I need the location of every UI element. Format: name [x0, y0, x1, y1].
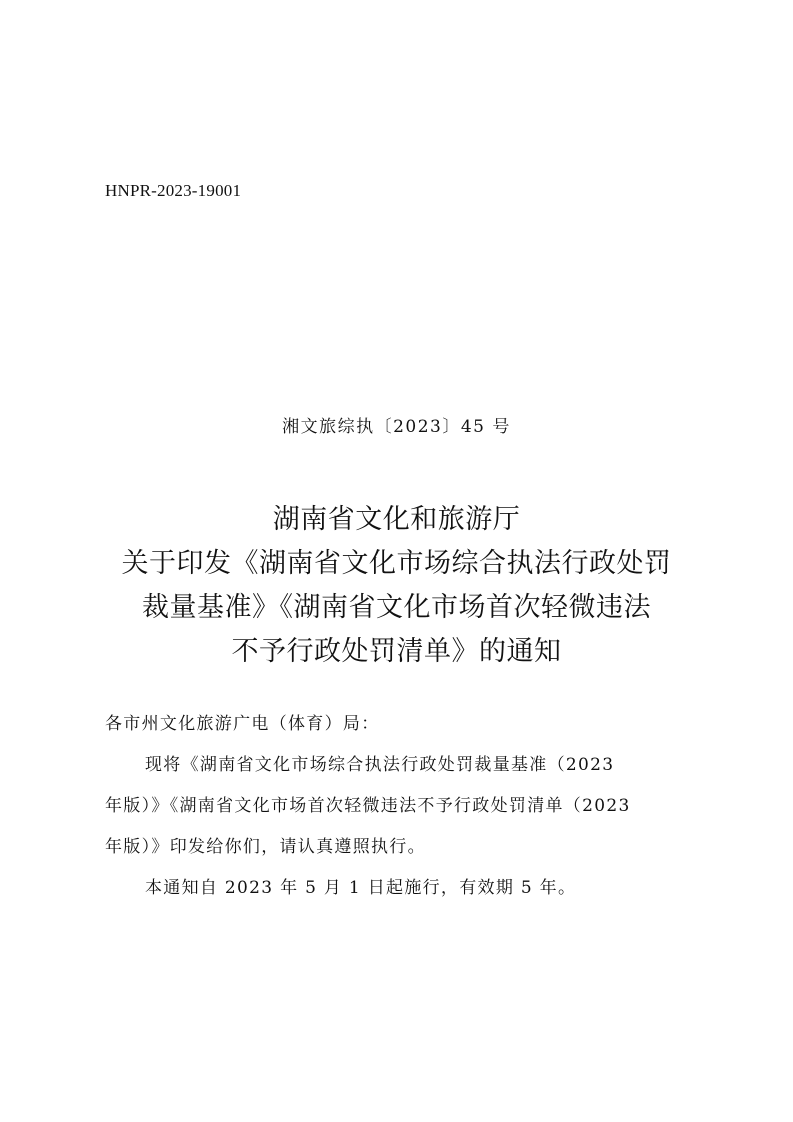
title-line: 不予行政处罚清单》的通知: [231, 636, 562, 667]
notice-title: [0, 498, 793, 674]
paragraph-line: 现将《湖南省文化市场综合执法行政处罚裁量基准（2023: [145, 755, 615, 775]
issue-number: 湘文旅综执〔2023〕45 号: [282, 417, 511, 437]
notice-body: [105, 704, 690, 909]
normative-document-number: HNPR-2023-19001: [105, 181, 242, 200]
effective-date-paragraph: 本通知自 2023 年 5 月 1 日起施行，有效期 5 年。: [145, 878, 577, 898]
title-line: 裁量基准》《湖南省文化市场首次轻微违法: [142, 592, 651, 623]
addressee: 各市州文化旅游广电（体育）局：: [105, 714, 380, 734]
paragraph-line: 年版）》《湖南省文化市场首次轻微违法不予行政处罚清单（2023: [105, 796, 631, 816]
paragraph-line: 年版）》印发给你们，请认真遵照执行。: [105, 837, 426, 857]
title-line: 关于印发《湖南省文化市场综合执法行政处罚: [121, 548, 672, 579]
title-line: 湖南省文化和旅游厅: [272, 504, 521, 535]
